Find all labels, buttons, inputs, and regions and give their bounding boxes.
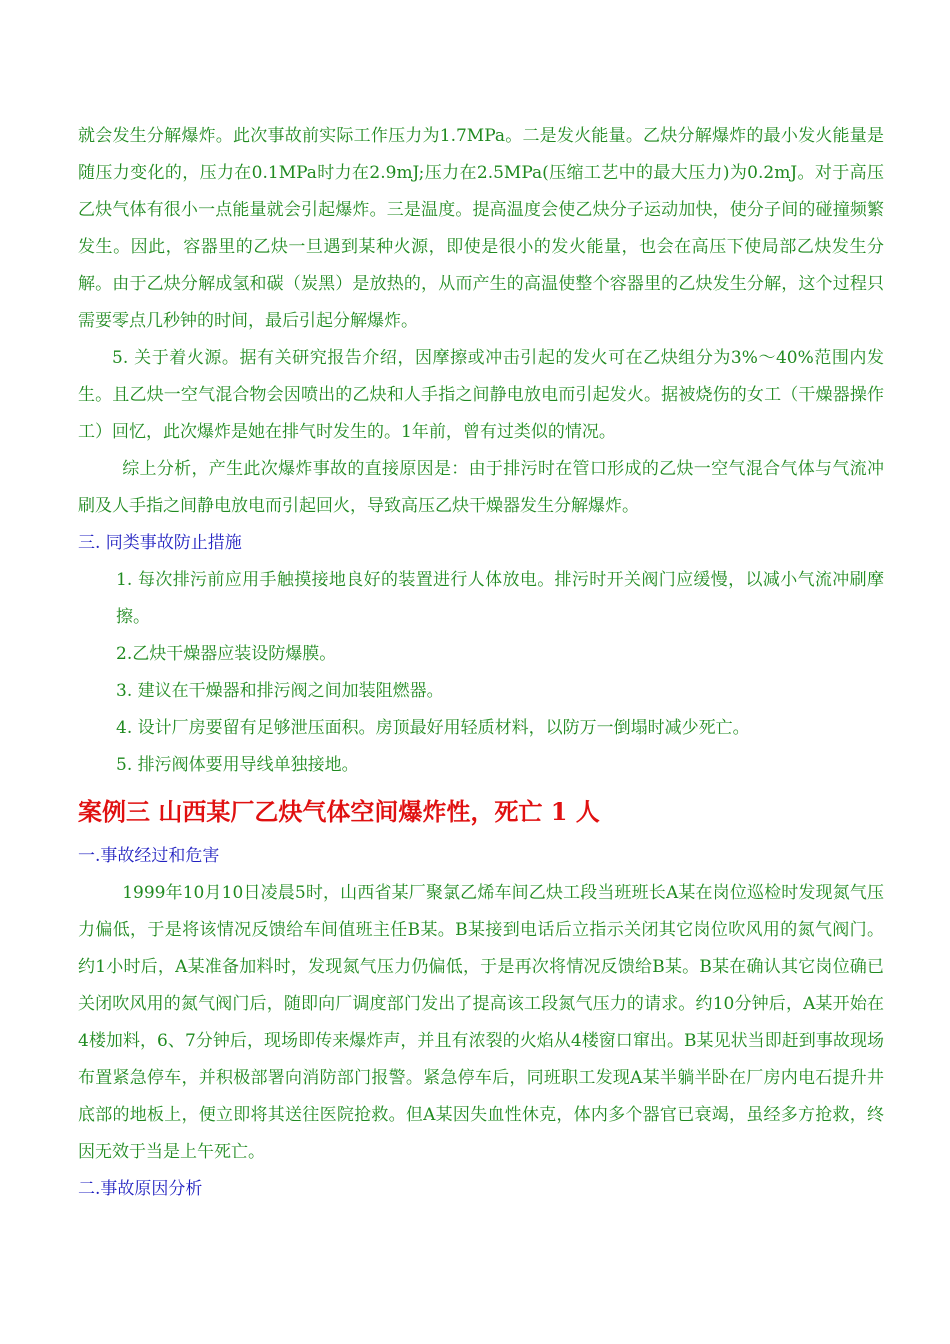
- prevention-item-5: 5. 排污阀体要用导线单独接地。: [116, 755, 359, 775]
- document-page: [78, 118, 884, 1208]
- section-heading-accident-process: 一.事故经过和危害: [78, 846, 220, 866]
- prevention-item-2: 2.乙炔干燥器应装设防爆膜。: [116, 644, 337, 664]
- prevention-item-4: 4. 设计厂房要留有足够泄压面积。房顶最好用轻质材料，以防万一倒塌时减少死亡。: [116, 718, 750, 738]
- paragraph-accident-process: 1999年10月10日凌晨5时，山西省某厂聚氯乙烯车间乙炔工段当班班长A某在岗位巡检时发现氮气压力偏低，于是将该情况反馈给车间值班主任B某。B某接到电话后立指示关闭其它岗位吹风用的氮气阀门。约1小时后，A某准备加料时，发现氮气压力仍偏低，于是再次将情况反馈给B某。B某在确认其它岗位确已关闭吹风用的氮气阀门后，随即向厂调度部门发出了提高该工段氮气压力的请求。约10分钟后，A某开始在4楼加料，6、7分钟后，现场即传来爆炸声，并且有浓裂的火焰从4楼窗口窜出。B某见状当即赶到事故现场布置紧急停车，并积极部署向消防部门报警。紧急停车后，同班职工发现A某半躺半卧在厂房内电石提升井底部的地板上，便立即将其送往医院抢救。但A某因失血性休克，体内多个器官已衰竭，虽经多方抢救，终因无效于当是上午死亡。: [78, 883, 884, 1162]
- paragraph-conclusion: 综上分析，产生此次爆炸事故的直接原因是：由于排污时在管口形成的乙炔一空气混合气体与气流冲刷及人手指之间静电放电而引起回火，导致高压乙炔干燥器发生分解爆炸。: [78, 459, 884, 516]
- section-heading-cause-analysis: 二.事故原因分析: [78, 1179, 203, 1199]
- section-heading-prevention: 三. 同类事故防止措施: [78, 533, 242, 553]
- prevention-item-3: 3. 建议在干燥器和排污阀之间加装阻燃器。: [116, 681, 444, 701]
- paragraph-decomposition-factors: 就会发生分解爆炸。此次事故前实际工作压力为1.7MPa。二是发火能量。乙炔分解爆炸的最小发火能量是随压力变化的，压力在0.1MPa时力在2.9mJ;压力在2.5MPa(压缩工艺中的最大压力)为0.2mJ。对于高压乙炔气体有很小一点能量就会引起爆炸。三是温度。提高温度会使乙炔分子运动加快，使分子间的碰撞频繁发生。因此，容器里的乙炔一旦遇到某种火源，即使是很小的发火能量，也会在高压下使局部乙炔发生分解。由于乙炔分解成氢和碳（炭黑）是放热的，从而产生的高温使整个容器里的乙炔发生分解，这个过程只需要零点几秒钟的时间，最后引起分解爆炸。: [78, 126, 884, 331]
- paragraph-ignition-source: 5. 关于着火源。据有关研究报告介绍，因摩擦或冲击引起的发火可在乙炔组分为3%～40%范围内发生。且乙炔一空气混合物会因喷出的乙炔和人手指之间静电放电而引起发火。据被烧伤的女工（干燥器操作工）回忆，此次爆炸是她在排气时发生的。1年前，曾有过类似的情况。: [78, 348, 884, 442]
- prevention-item-1: 1. 每次排污前应用手触摸接地良好的装置进行人体放电。排污时开关阀门应缓慢，以减小气流冲刷摩擦。: [116, 570, 884, 627]
- case-title: 案例三 山西某厂乙炔气体空间爆炸性，死亡 1 人: [78, 797, 600, 826]
